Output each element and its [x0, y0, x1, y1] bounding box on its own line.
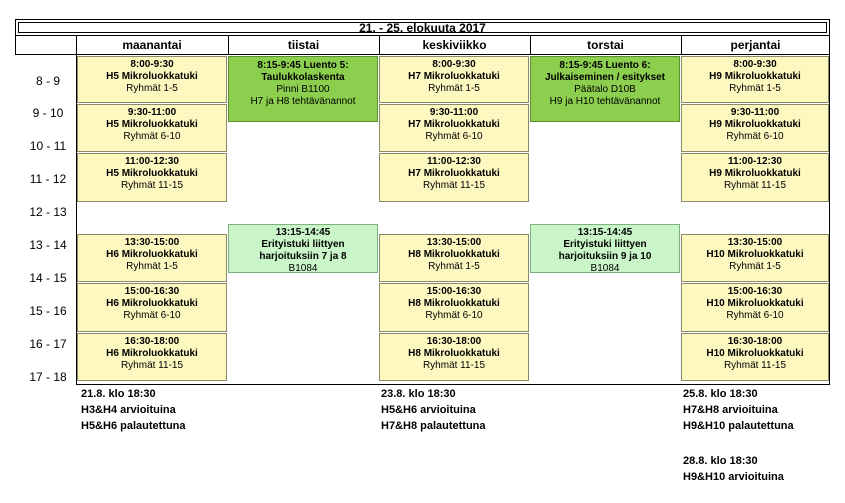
- deadline-date: 28.8. klo 18:30: [683, 455, 758, 467]
- slot-groups: Ryhmät 6-10: [425, 131, 483, 142]
- slot-time: 8:00-9:30: [432, 59, 476, 70]
- slot-time: 13:30-15:00: [727, 237, 783, 248]
- slot-room: H6 Mikroluokkatuki: [106, 249, 198, 260]
- deadline-submitted: H7&H8 palautettuna: [381, 420, 486, 432]
- lecture-room: Pinni B1100: [276, 84, 330, 95]
- deadline-note-wednesday: [381, 386, 486, 434]
- special-support-room: B1084: [590, 263, 620, 274]
- lecture-title: Taulukkolaskenta: [261, 72, 345, 83]
- slot-time: 9:30-11:00: [127, 107, 177, 118]
- slot-time: 16:30-18:00: [426, 336, 482, 347]
- slot-groups: Ryhmät 11-15: [120, 360, 184, 371]
- support-slot[interactable]: [77, 56, 227, 103]
- slot-groups: Ryhmät 1-5: [428, 83, 480, 94]
- slot-room: H7 Mikroluokkatuki: [408, 168, 500, 179]
- slot-groups: Ryhmät 1-5: [729, 261, 781, 272]
- slot-time: 11:00-12:30: [728, 156, 782, 167]
- lecture-time: 8:15-9:45 Luento 5:: [257, 60, 349, 71]
- time-label: 17 - 18: [29, 370, 67, 384]
- time-label: 13 - 14: [29, 238, 67, 252]
- special-support-topic: harjoituksiin 9 ja 10: [558, 251, 652, 262]
- slot-time: 11:00-12:30: [427, 156, 481, 167]
- time-label: 10 - 11: [29, 139, 67, 153]
- deadline-note-next-monday: [683, 453, 784, 485]
- time-label: 14 - 15: [29, 271, 67, 285]
- deadline-date: 21.8. klo 18:30: [81, 388, 156, 400]
- support-slot[interactable]: [681, 234, 829, 282]
- time-label: 9 - 10: [32, 106, 64, 120]
- slot-time: 8:00-9:30: [733, 59, 777, 70]
- support-slot[interactable]: [379, 333, 529, 381]
- grid-line: [379, 36, 380, 55]
- slot-room: H9 Mikroluokkatuki: [709, 119, 801, 130]
- special-support-slot[interactable]: [530, 224, 680, 273]
- slot-time: 15:00-16:30: [727, 286, 783, 297]
- slot-time: 11:00-12:30: [125, 156, 179, 167]
- special-support-time: 13:15-14:45: [275, 227, 331, 238]
- day-header-friday: perjantai: [730, 38, 781, 52]
- slot-room: H8 Mikroluokkatuki: [408, 249, 500, 260]
- time-label: 12 - 13: [29, 205, 67, 219]
- grid-line: [228, 36, 229, 55]
- slot-groups: Ryhmät 6-10: [123, 310, 181, 321]
- support-slot[interactable]: [379, 234, 529, 282]
- deadline-graded: H9&H10 arvioituina: [683, 471, 784, 483]
- day-header-thursday: torstai: [587, 38, 624, 52]
- support-slot[interactable]: [77, 104, 227, 152]
- special-support-title: Erityistuki liittyen: [261, 239, 345, 250]
- special-support-room: B1084: [288, 263, 318, 274]
- slot-groups: Ryhmät 6-10: [123, 131, 181, 142]
- slot-groups: Ryhmät 6-10: [726, 131, 784, 142]
- support-slot[interactable]: [379, 283, 529, 332]
- slot-room: H6 Mikroluokkatuki: [106, 298, 198, 309]
- slot-room: H10 Mikroluokkatuki: [706, 298, 804, 309]
- grid-line: [15, 36, 16, 55]
- slot-room: H5 Mikroluokkatuki: [106, 71, 198, 82]
- support-slot[interactable]: [681, 56, 829, 103]
- slot-groups: Ryhmät 11-15: [723, 180, 787, 191]
- grid-line: [76, 384, 830, 385]
- slot-groups: Ryhmät 11-15: [120, 180, 184, 191]
- grid-line: [15, 54, 830, 55]
- slot-time: 9:30-11:00: [429, 107, 479, 118]
- lecture-room: Päätalo D10B: [574, 84, 636, 95]
- slot-room: H5 Mikroluokkatuki: [106, 168, 198, 179]
- day-header-wednesday: keskiviikko: [422, 38, 487, 52]
- slot-groups: Ryhmät 6-10: [726, 310, 784, 321]
- slot-groups: Ryhmät 11-15: [422, 180, 486, 191]
- slot-time: 16:30-18:00: [727, 336, 783, 347]
- slot-groups: Ryhmät 1-5: [428, 261, 480, 272]
- support-slot[interactable]: [77, 153, 227, 202]
- lecture-title: Julkaiseminen / esitykset: [544, 72, 666, 83]
- deadline-date: 25.8. klo 18:30: [683, 388, 758, 400]
- deadline-graded: H5&H6 arvioituina: [381, 404, 476, 416]
- time-label: 16 - 17: [29, 337, 67, 351]
- slot-groups: Ryhmät 1-5: [126, 83, 178, 94]
- slot-time: 9:30-11:00: [730, 107, 780, 118]
- slot-time: 15:00-16:30: [426, 286, 482, 297]
- support-slot[interactable]: [379, 104, 529, 152]
- special-support-time: 13:15-14:45: [577, 227, 633, 238]
- grid-line: [530, 36, 531, 55]
- lecture-assignments: H9 ja H10 tehtävänannot: [549, 96, 661, 107]
- lecture-slot[interactable]: [228, 56, 378, 122]
- support-slot[interactable]: [681, 333, 829, 381]
- slot-room: H6 Mikroluokkatuki: [106, 348, 198, 359]
- special-support-slot[interactable]: [228, 224, 378, 273]
- special-support-topic: harjoituksiin 7 ja 8: [259, 251, 347, 262]
- slot-room: H9 Mikroluokkatuki: [709, 71, 801, 82]
- deadline-graded: H3&H4 arvioituina: [81, 404, 176, 416]
- deadline-note-monday: [81, 386, 186, 434]
- day-header-monday: maanantai: [122, 38, 182, 52]
- slot-room: H10 Mikroluokkatuki: [706, 348, 804, 359]
- support-slot[interactable]: [77, 283, 227, 332]
- special-support-title: Erityistuki liittyen: [563, 239, 647, 250]
- deadline-submitted: H9&H10 palautettuna: [683, 420, 794, 432]
- slot-time: 13:30-15:00: [124, 237, 180, 248]
- slot-groups: Ryhmät 11-15: [723, 360, 787, 371]
- support-slot[interactable]: [681, 283, 829, 332]
- slot-groups: Ryhmät 11-15: [422, 360, 486, 371]
- slot-groups: Ryhmät 1-5: [126, 261, 178, 272]
- slot-time: 8:00-9:30: [130, 59, 174, 70]
- slot-groups: Ryhmät 6-10: [425, 310, 483, 321]
- week-title-box: [15, 19, 830, 36]
- deadline-graded: H7&H8 arvioituina: [683, 404, 778, 416]
- grid-line: [681, 36, 682, 55]
- lecture-assignments: H7 ja H8 tehtävänannot: [250, 96, 356, 107]
- week-title: 21. - 25. elokuuta 2017: [359, 20, 486, 35]
- slot-room: H7 Mikroluokkatuki: [408, 119, 500, 130]
- time-label: 15 - 16: [29, 304, 67, 318]
- time-label: 11 - 12: [29, 172, 67, 186]
- slot-room: H8 Mikroluokkatuki: [408, 348, 500, 359]
- time-label: 8 - 9: [35, 74, 60, 88]
- deadline-submitted: H5&H6 palautettuna: [81, 420, 186, 432]
- support-slot[interactable]: [681, 153, 829, 202]
- support-slot[interactable]: [681, 104, 829, 152]
- slot-groups: Ryhmät 1-5: [729, 83, 781, 94]
- slot-room: H7 Mikroluokkatuki: [408, 71, 500, 82]
- support-slot[interactable]: [77, 234, 227, 282]
- slot-room: H5 Mikroluokkatuki: [106, 119, 198, 130]
- lecture-time: 8:15-9:45 Luento 6:: [559, 60, 651, 71]
- lecture-slot[interactable]: [530, 56, 680, 122]
- slot-room: H9 Mikroluokkatuki: [709, 168, 801, 179]
- grid-line: [829, 36, 830, 385]
- day-header-tuesday: tiistai: [287, 38, 320, 52]
- support-slot[interactable]: [77, 333, 227, 381]
- support-slot[interactable]: [379, 153, 529, 202]
- slot-time: 16:30-18:00: [124, 336, 180, 347]
- slot-room: H8 Mikroluokkatuki: [408, 298, 500, 309]
- deadline-date: 23.8. klo 18:30: [381, 388, 456, 400]
- slot-time: 13:30-15:00: [426, 237, 482, 248]
- deadline-note-friday: [683, 386, 794, 434]
- slot-time: 15:00-16:30: [124, 286, 180, 297]
- support-slot[interactable]: [379, 56, 529, 103]
- slot-room: H10 Mikroluokkatuki: [706, 249, 804, 260]
